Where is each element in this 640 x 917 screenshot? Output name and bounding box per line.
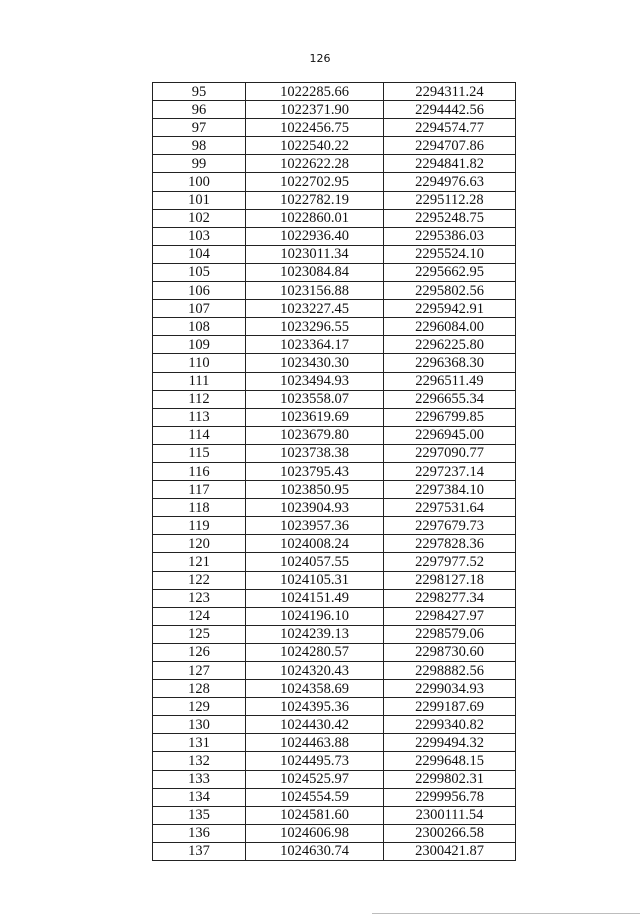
table-row xyxy=(153,824,516,842)
x-coordinate-cell: 1023957.36 xyxy=(246,517,384,535)
y-coordinate-cell: 2297090.77 xyxy=(384,444,516,462)
coordinate-table-body xyxy=(153,83,516,861)
x-coordinate-cell: 1024239.13 xyxy=(246,625,384,643)
table-row xyxy=(153,263,516,281)
x-coordinate-cell: 1024008.24 xyxy=(246,535,384,553)
table-row xyxy=(153,589,516,607)
point-number-cell: 134 xyxy=(153,788,246,806)
y-coordinate-cell: 2298277.34 xyxy=(384,589,516,607)
y-coordinate-cell: 2298882.56 xyxy=(384,662,516,680)
y-coordinate-cell: 2298427.97 xyxy=(384,607,516,625)
table-row xyxy=(153,770,516,788)
point-number-cell: 97 xyxy=(153,119,246,137)
table-row xyxy=(153,137,516,155)
point-number-cell: 95 xyxy=(153,83,246,101)
y-coordinate-cell: 2294976.63 xyxy=(384,173,516,191)
x-coordinate-cell: 1023156.88 xyxy=(246,282,384,300)
x-coordinate-cell: 1023296.55 xyxy=(246,318,384,336)
y-coordinate-cell: 2296655.34 xyxy=(384,390,516,408)
point-number-cell: 100 xyxy=(153,173,246,191)
point-number-cell: 131 xyxy=(153,734,246,752)
table-row xyxy=(153,318,516,336)
point-number-cell: 125 xyxy=(153,625,246,643)
y-coordinate-cell: 2300421.87 xyxy=(384,842,516,860)
table-row xyxy=(153,680,516,698)
x-coordinate-cell: 1024320.43 xyxy=(246,662,384,680)
table-row xyxy=(153,155,516,173)
x-coordinate-cell: 1024057.55 xyxy=(246,553,384,571)
table-row xyxy=(153,625,516,643)
point-number-cell: 119 xyxy=(153,517,246,535)
point-number-cell: 115 xyxy=(153,444,246,462)
y-coordinate-cell: 2297531.64 xyxy=(384,499,516,517)
table-row xyxy=(153,209,516,227)
table-row xyxy=(153,734,516,752)
point-number-cell: 99 xyxy=(153,155,246,173)
y-coordinate-cell: 2299187.69 xyxy=(384,698,516,716)
point-number-cell: 135 xyxy=(153,806,246,824)
table-row xyxy=(153,842,516,860)
point-number-cell: 124 xyxy=(153,607,246,625)
point-number-cell: 113 xyxy=(153,408,246,426)
point-number-cell: 137 xyxy=(153,842,246,860)
y-coordinate-cell: 2294442.56 xyxy=(384,101,516,119)
y-coordinate-cell: 2298127.18 xyxy=(384,571,516,589)
table-row xyxy=(153,372,516,390)
point-number-cell: 136 xyxy=(153,824,246,842)
point-number-cell: 114 xyxy=(153,426,246,444)
y-coordinate-cell: 2297384.10 xyxy=(384,481,516,499)
y-coordinate-cell: 2299494.32 xyxy=(384,734,516,752)
point-number-cell: 111 xyxy=(153,372,246,390)
y-coordinate-cell: 2294311.24 xyxy=(384,83,516,101)
x-coordinate-cell: 1023558.07 xyxy=(246,390,384,408)
x-coordinate-cell: 1022371.90 xyxy=(246,101,384,119)
x-coordinate-cell: 1022622.28 xyxy=(246,155,384,173)
point-number-cell: 133 xyxy=(153,770,246,788)
y-coordinate-cell: 2295662.95 xyxy=(384,263,516,281)
table-row xyxy=(153,408,516,426)
x-coordinate-cell: 1023494.93 xyxy=(246,372,384,390)
x-coordinate-cell: 1022782.19 xyxy=(246,191,384,209)
x-coordinate-cell: 1024105.31 xyxy=(246,571,384,589)
table-row xyxy=(153,553,516,571)
point-number-cell: 109 xyxy=(153,336,246,354)
x-coordinate-cell: 1023619.69 xyxy=(246,408,384,426)
table-row xyxy=(153,354,516,372)
page-number: 126 xyxy=(309,52,331,65)
table-row xyxy=(153,336,516,354)
y-coordinate-cell: 2296368.30 xyxy=(384,354,516,372)
point-number-cell: 103 xyxy=(153,227,246,245)
table-row xyxy=(153,499,516,517)
x-coordinate-cell: 1024581.60 xyxy=(246,806,384,824)
point-number-cell: 101 xyxy=(153,191,246,209)
y-coordinate-cell: 2294707.86 xyxy=(384,137,516,155)
y-coordinate-cell: 2299034.93 xyxy=(384,680,516,698)
point-number-cell: 108 xyxy=(153,318,246,336)
point-number-cell: 105 xyxy=(153,263,246,281)
table-row xyxy=(153,245,516,263)
x-coordinate-cell: 1024395.36 xyxy=(246,698,384,716)
table-row xyxy=(153,517,516,535)
x-coordinate-cell: 1022936.40 xyxy=(246,227,384,245)
x-coordinate-cell: 1024630.74 xyxy=(246,842,384,860)
x-coordinate-cell: 1022702.95 xyxy=(246,173,384,191)
table-row xyxy=(153,788,516,806)
point-number-cell: 128 xyxy=(153,680,246,698)
x-coordinate-cell: 1023227.45 xyxy=(246,300,384,318)
point-number-cell: 127 xyxy=(153,662,246,680)
y-coordinate-cell: 2296225.80 xyxy=(384,336,516,354)
table-row xyxy=(153,752,516,770)
point-number-cell: 121 xyxy=(153,553,246,571)
x-coordinate-cell: 1022860.01 xyxy=(246,209,384,227)
point-number-cell: 120 xyxy=(153,535,246,553)
y-coordinate-cell: 2295386.03 xyxy=(384,227,516,245)
y-coordinate-cell: 2295524.10 xyxy=(384,245,516,263)
point-number-cell: 122 xyxy=(153,571,246,589)
y-coordinate-cell: 2300266.58 xyxy=(384,824,516,842)
table-row xyxy=(153,426,516,444)
table-row xyxy=(153,643,516,661)
point-number-cell: 116 xyxy=(153,462,246,480)
table-row xyxy=(153,698,516,716)
table-row xyxy=(153,173,516,191)
point-number-cell: 104 xyxy=(153,245,246,263)
point-number-cell: 96 xyxy=(153,101,246,119)
table-row xyxy=(153,282,516,300)
x-coordinate-cell: 1024525.97 xyxy=(246,770,384,788)
y-coordinate-cell: 2299648.15 xyxy=(384,752,516,770)
y-coordinate-cell: 2295248.75 xyxy=(384,209,516,227)
point-number-cell: 118 xyxy=(153,499,246,517)
x-coordinate-cell: 1024606.98 xyxy=(246,824,384,842)
point-number-cell: 112 xyxy=(153,390,246,408)
point-number-cell: 126 xyxy=(153,643,246,661)
x-coordinate-cell: 1024358.69 xyxy=(246,680,384,698)
x-coordinate-cell: 1023084.84 xyxy=(246,263,384,281)
table-row xyxy=(153,227,516,245)
y-coordinate-cell: 2298579.06 xyxy=(384,625,516,643)
y-coordinate-cell: 2294574.77 xyxy=(384,119,516,137)
x-coordinate-cell: 1024151.49 xyxy=(246,589,384,607)
y-coordinate-cell: 2299802.31 xyxy=(384,770,516,788)
point-number-cell: 123 xyxy=(153,589,246,607)
y-coordinate-cell: 2296799.85 xyxy=(384,408,516,426)
table-row xyxy=(153,662,516,680)
x-coordinate-cell: 1024196.10 xyxy=(246,607,384,625)
x-coordinate-cell: 1023904.93 xyxy=(246,499,384,517)
x-coordinate-cell: 1024554.59 xyxy=(246,788,384,806)
point-number-cell: 110 xyxy=(153,354,246,372)
x-coordinate-cell: 1023011.34 xyxy=(246,245,384,263)
point-number-cell: 106 xyxy=(153,282,246,300)
x-coordinate-cell: 1023364.17 xyxy=(246,336,384,354)
x-coordinate-cell: 1023679.80 xyxy=(246,426,384,444)
point-number-cell: 117 xyxy=(153,481,246,499)
y-coordinate-cell: 2295942.91 xyxy=(384,300,516,318)
point-number-cell: 132 xyxy=(153,752,246,770)
y-coordinate-cell: 2297237.14 xyxy=(384,462,516,480)
table-row xyxy=(153,481,516,499)
y-coordinate-cell: 2299340.82 xyxy=(384,716,516,734)
y-coordinate-cell: 2296511.49 xyxy=(384,372,516,390)
table-row xyxy=(153,83,516,101)
y-coordinate-cell: 2298730.60 xyxy=(384,643,516,661)
point-number-cell: 129 xyxy=(153,698,246,716)
x-coordinate-cell: 1023430.30 xyxy=(246,354,384,372)
y-coordinate-cell: 2296084.00 xyxy=(384,318,516,336)
point-number-cell: 107 xyxy=(153,300,246,318)
scan-edge-line xyxy=(372,913,640,914)
x-coordinate-cell: 1024280.57 xyxy=(246,643,384,661)
y-coordinate-cell: 2299956.78 xyxy=(384,788,516,806)
y-coordinate-cell: 2297679.73 xyxy=(384,517,516,535)
y-coordinate-cell: 2297828.36 xyxy=(384,535,516,553)
x-coordinate-cell: 1023850.95 xyxy=(246,481,384,499)
table-row xyxy=(153,300,516,318)
y-coordinate-cell: 2295802.56 xyxy=(384,282,516,300)
table-row xyxy=(153,607,516,625)
table-row xyxy=(153,571,516,589)
table-row xyxy=(153,535,516,553)
table-row xyxy=(153,390,516,408)
table-row xyxy=(153,101,516,119)
x-coordinate-cell: 1023738.38 xyxy=(246,444,384,462)
x-coordinate-cell: 1022540.22 xyxy=(246,137,384,155)
x-coordinate-cell: 1024495.73 xyxy=(246,752,384,770)
table-row xyxy=(153,444,516,462)
table-row xyxy=(153,119,516,137)
x-coordinate-cell: 1024430.42 xyxy=(246,716,384,734)
point-number-cell: 98 xyxy=(153,137,246,155)
y-coordinate-cell: 2294841.82 xyxy=(384,155,516,173)
point-number-cell: 102 xyxy=(153,209,246,227)
table-row xyxy=(153,806,516,824)
table-row xyxy=(153,716,516,734)
x-coordinate-cell: 1023795.43 xyxy=(246,462,384,480)
x-coordinate-cell: 1024463.88 xyxy=(246,734,384,752)
point-number-cell: 130 xyxy=(153,716,246,734)
table-row xyxy=(153,191,516,209)
coordinate-table xyxy=(152,82,516,861)
y-coordinate-cell: 2296945.00 xyxy=(384,426,516,444)
table-row xyxy=(153,462,516,480)
y-coordinate-cell: 2295112.28 xyxy=(384,191,516,209)
x-coordinate-cell: 1022456.75 xyxy=(246,119,384,137)
y-coordinate-cell: 2300111.54 xyxy=(384,806,516,824)
x-coordinate-cell: 1022285.66 xyxy=(246,83,384,101)
y-coordinate-cell: 2297977.52 xyxy=(384,553,516,571)
